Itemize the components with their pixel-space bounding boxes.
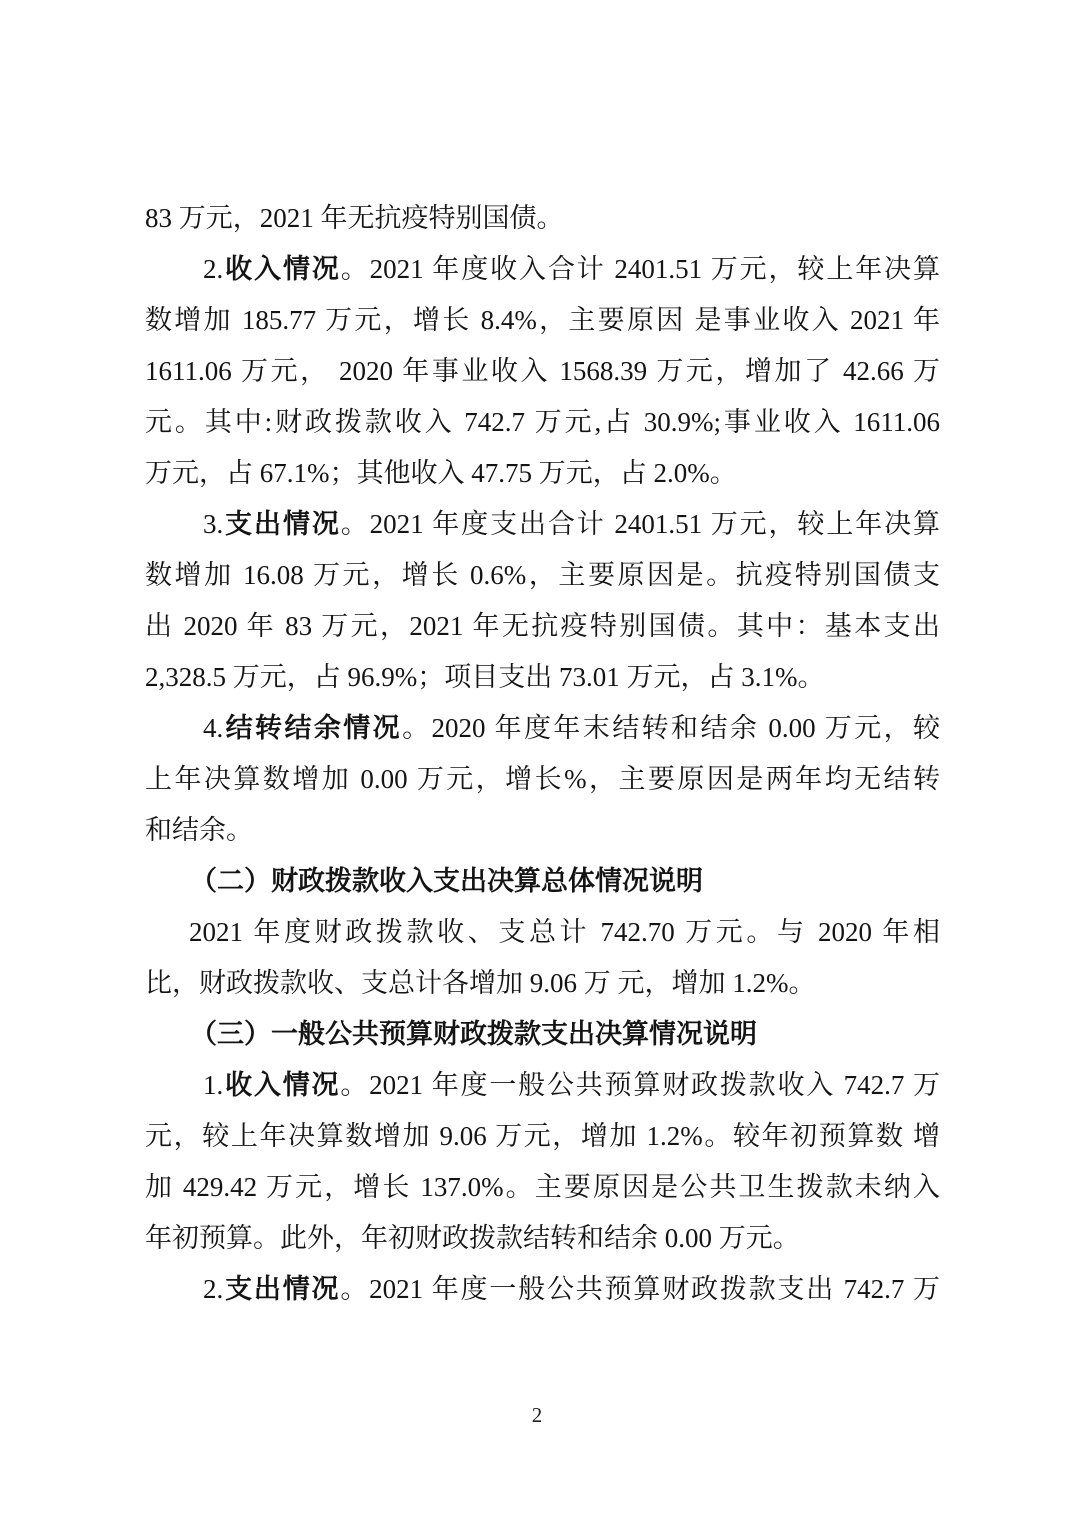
text-line (145, 499, 940, 550)
text-line (145, 244, 940, 295)
text-run: 支出情况 (223, 509, 341, 539)
text-run: 2,328.5 万元，占 96.9%；项目支出 73.01 万元，占 3.1%。 (145, 662, 825, 692)
text-line (145, 1213, 940, 1264)
text-run: 。2021 年度支出合计 2401.51 万元，较上年决算 (340, 509, 940, 539)
text-run: 。2021 年度一般公共预算财政拨款收入 742.7 万 (340, 1070, 940, 1100)
text-run: 和结余。 (145, 815, 253, 845)
section-heading (145, 856, 940, 907)
text-line (145, 550, 940, 601)
text-run: 比，财政拨款收、支总计各增加 9.06 万 元，增加 1.2%。 (145, 968, 816, 998)
text-run: 2. (203, 254, 224, 284)
text-line (145, 193, 940, 244)
text-run: （二）财政拨款收入支出决算总体情况说明 (190, 866, 703, 896)
text-run: 出 2020 年 83 万元，2021 年无抗疫特别国债。其中：基本支出 (145, 611, 940, 641)
text-run: 结转结余情况 (223, 713, 403, 743)
text-run: 支出情况 (223, 1274, 341, 1304)
text-line (145, 958, 940, 1009)
text-run: （三）一般公共预算财政拨款支出决算情况说明 (190, 1019, 757, 1049)
text-run: 万元，占 67.1%；其他收入 47.75 万元，占 2.0%。 (145, 458, 737, 488)
text-run: 。2020 年度年末结转和结余 0.00 万元，较 (402, 713, 940, 743)
text-run: 上年决算数增加 0.00 万元，增长%，主要原因是两年均无结转 (145, 764, 940, 794)
text-line (145, 397, 940, 448)
text-line (145, 754, 940, 805)
text-run: 3. (203, 509, 224, 539)
text-line (145, 1162, 940, 1213)
section-heading (145, 1009, 940, 1060)
text-line (145, 346, 940, 397)
text-run: 4. (203, 713, 224, 743)
text-run: 1611.06 万元， 2020 年事业收入 1568.39 万元，增加了 42.66 万 (145, 356, 940, 386)
text-line (145, 703, 940, 754)
text-run: 2021 年度财政拨款收、支总计 742.70 万元。与 2020 年相 (189, 917, 940, 947)
page-number: 2 (531, 1403, 543, 1427)
text-run: 1. (203, 1070, 224, 1100)
document-text (145, 193, 940, 1315)
text-run: 数增加 16.08 万元，增长 0.6%，主要原因是。抗疫特别国债支 (145, 560, 940, 590)
text-line (145, 907, 940, 958)
text-line (145, 601, 940, 652)
text-run: 。2021 年度收入合计 2401.51 万元，较上年决算 (340, 254, 940, 284)
text-run: 收入情况 (223, 1070, 341, 1100)
text-run: 收入情况 (223, 254, 341, 284)
text-line (145, 805, 940, 856)
text-line (145, 448, 940, 499)
text-run: 。2021 年度一般公共预算财政拨款支出 742.7 万 (340, 1274, 940, 1304)
text-run: 数增加 185.77 万元，增长 8.4%，主要原因 是事业收入 2021 年 (145, 305, 940, 335)
text-run: 元，较上年决算数增加 9.06 万元，增加 1.2%。较年初预算数 增 (145, 1121, 940, 1151)
text-run: 加 429.42 万元，增长 137.0%。主要原因是公共卫生拨款未纳入 (145, 1172, 940, 1202)
text-line (145, 652, 940, 703)
text-run: 83 万元，2021 年无抗疫特别国债。 (145, 203, 564, 233)
text-run: 年初预算。此外，年初财政拨款结转和结余 0.00 万元。 (145, 1223, 800, 1253)
text-line (145, 1264, 940, 1315)
text-line (145, 295, 940, 346)
text-line (145, 1060, 940, 1111)
text-run: 元。其中:财政拨款收入 742.7 万元,占 30.9%;事业收入 1611.06 (145, 407, 940, 437)
text-line (145, 1111, 940, 1162)
text-run: 2. (203, 1274, 224, 1304)
